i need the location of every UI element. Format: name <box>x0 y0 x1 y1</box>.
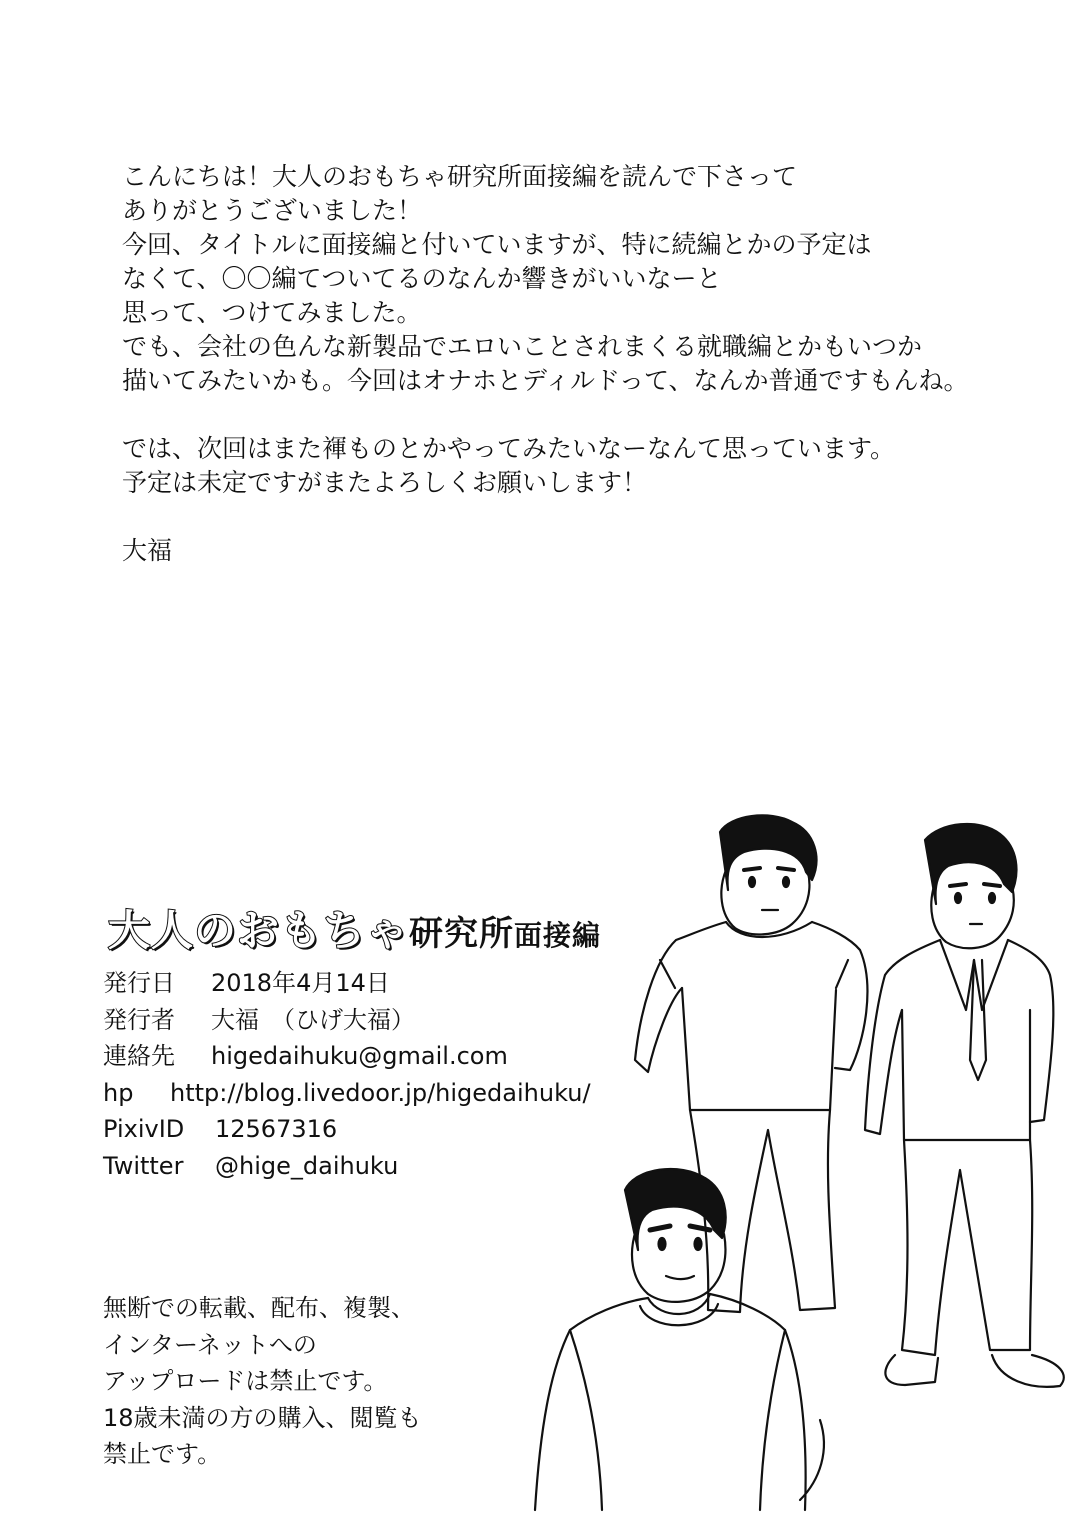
colophon-key: 連絡先 <box>103 1042 175 1070</box>
colophon-row-pixiv <box>103 1111 591 1148</box>
notice-line: インターネットへの <box>103 1330 317 1359</box>
title-lab: 研究所 <box>409 914 515 954</box>
notice-line: 18歳未満の方の購入、閲覧も <box>103 1403 422 1432</box>
character-sweater-man <box>535 1169 824 1510</box>
colophon-url: http://blog.livedoor.jp/higedaihuku/ <box>170 1078 591 1107</box>
afterword-text <box>122 160 1062 568</box>
afterword-line: ありがとうございました！ <box>122 196 423 225</box>
afterword-line: 思って、つけてみました。 <box>122 298 422 327</box>
colophon-key: hp <box>103 1078 134 1107</box>
colophon <box>103 965 591 1184</box>
colophon-value: 2018年4月14日 <box>211 969 390 997</box>
character-sketch-illustration <box>530 810 1080 1524</box>
afterword-signature: 大福 <box>122 536 173 565</box>
notice-line: アップロードは禁止です。 <box>103 1367 388 1395</box>
title-main: 大人のおもちゃ <box>108 906 410 955</box>
character-suit-man <box>865 824 1064 1387</box>
colophon-value: 12567316 <box>215 1115 338 1143</box>
colophon-key: 発行日 <box>103 969 175 997</box>
copyright-notice <box>103 1290 422 1473</box>
colophon-key: 発行者 <box>103 1005 175 1034</box>
afterword-blank-line <box>122 500 1062 534</box>
colophon-key: Twitter <box>103 1151 184 1180</box>
afterword-line: でも、会社の色んな新製品でエロいことされまくる就職編とかもいつか <box>122 332 923 361</box>
notice-line: 無断での転載、配布、複製、 <box>103 1294 415 1322</box>
book-title-logo <box>108 898 601 958</box>
colophon-row-contact <box>103 1038 591 1075</box>
afterword-line: 今回、タイトルに面接編と付いていますが、特に続編とかの予定は <box>122 230 872 259</box>
colophon-value: @hige_daihuku <box>215 1151 399 1180</box>
character-tshirt-man <box>635 815 867 1312</box>
afterword-blank-line <box>122 398 1062 432</box>
colophon-key: PixivID <box>103 1115 185 1143</box>
afterword-line: なくて、〇〇編てついてるのなんか響きがいいなーと <box>122 264 722 293</box>
notice-line: 禁止です。 <box>103 1440 222 1468</box>
colophon-row-date <box>103 965 591 1002</box>
afterword-line: 描いてみたいかも。今回はオナホとディルドって、なんか普通ですもんね。 <box>122 366 969 395</box>
afterword-line: 予定は未定ですがまたよろしくお願いします！ <box>122 468 648 497</box>
colophon-email: higedaihuku@gmail.com <box>211 1042 508 1070</box>
title-subtitle: 面接編 <box>514 919 602 952</box>
colophon-value: 大福 （ひげ大福） <box>211 1005 415 1034</box>
colophon-row-homepage <box>103 1075 591 1112</box>
colophon-row-publisher <box>103 1002 591 1039</box>
afterword-line: では、次回はまた褌ものとかやってみたいなーなんて思っています。 <box>122 434 896 463</box>
colophon-row-twitter <box>103 1148 591 1185</box>
afterword-line: こんにちは！大人のおもちゃ研究所面接編を読んで下さって <box>122 162 798 191</box>
